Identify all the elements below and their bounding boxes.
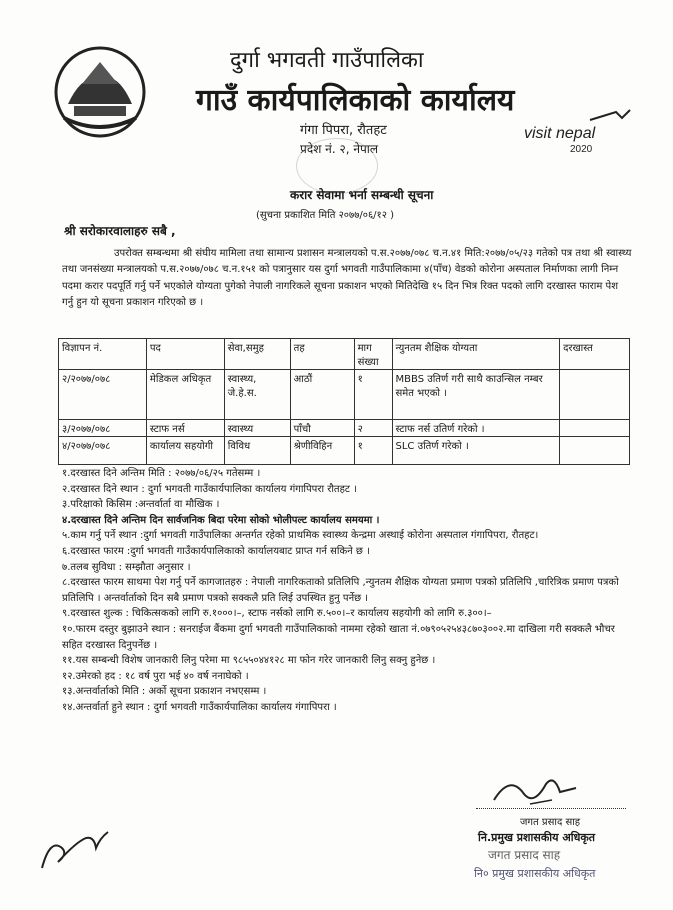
signatory-name-stamp: जगत प्रसाद साह [488,848,561,862]
table-cell: विविध [224,437,290,465]
table-cell: १ [354,437,392,465]
col-qualification: न्युनतम शैक्षिक योग्यता [392,339,560,370]
col-ad-no: विज्ञापन नं. [59,339,147,370]
list-item: १०.फारम दस्तुर बुझाउने स्थान : सनराईज बैंकमा दुर्गा भगवती गाउँपालिकाको नाममा रहेको खाता नं.०७९०५२५४३८७०३००२.मा दाखिला गरी सक्कलै भौचर सहित दरखास्त दिनुपर्नेछ । [62,623,615,651]
conditions-list [62,466,632,716]
visit-nepal-year: 2020 [570,144,593,155]
table-cell: पाँचौ [290,420,354,437]
col-level: तह [290,339,354,370]
table-row [59,370,630,420]
table-cell: ४/२०७७/०७८ [59,437,147,465]
table-cell [560,437,630,465]
table-cell: मेडिकल अधिकृत [146,370,224,420]
table-row [59,437,630,465]
list-item: ९.दरखास्त शुल्क : चिकित्सकको लागि रु.१०००।–, स्टाफ नर्सको लागि रु.५००।–र कार्यालय सहयोगी को लागि रु.३००।– [62,608,492,620]
vacancy-table [58,338,630,465]
table-row [59,420,630,437]
visit-nepal-text: visit nepal [524,125,596,142]
signatory-name: जगत प्रसाद साह [520,817,581,828]
intro-paragraph: उपरोक्त सम्बन्धमा श्री संघीय मामिला तथा सामान्य प्रशासन मन्त्रालयको प.स.२०७७/०७८ च.न.४१ मिति:२०७७/०५/२३ गतेको पत्र तथा श्री स्वास्थ्य तथा जनसंख्या मन्त्रालयको प.स.२०७७/०७८ च.न.१५१ को पत्रानुसार यस दुर्गा भगवती गाउँपालिकामा ४(पाँच) वेडको कोरोना अस्पताल निर्माणका लागी निम्न पदमा करार पदपूर्ति गर्नु पर्ने भएकोले योग्यता पुगेको नेपाली नागरिकले सूचना प्रकाशन भएको मितिदेखि १५ दिन भित्र रिक्त पदको लागि दरखास्त फाराम पेश गर्नु हुन यो सूचना प्रकाशन गरिएको छ । [62,248,632,309]
signature-line [476,808,626,809]
salutation: श्री सरोकारवालाहरु सबै , [64,224,176,238]
list-item: ६.दरखास्त फारम :दुर्गा भगवती गाउँकार्यपालिकाको कार्यालयबाट प्राप्त गर्न सकिने छ । [62,545,370,557]
table-cell: SLC उतिर्ण गरेको । [392,437,560,465]
table-cell: स्टाफ नर्स उतिर्ण गरेको । [392,420,560,437]
table-cell: स्टाफ नर्स [146,420,224,437]
table-cell: २ [354,420,392,437]
municipality-name: दुर्गा भगवती गाउँपालिका [230,48,424,73]
table-header-row [59,339,630,370]
list-item: ३.परिक्षाको किसिम :अन्तर्वार्ता वा मौखिक । [62,499,220,511]
list-item: ७.तलब सुविधा : सम्झौता अनुसार । [62,561,191,573]
list-item: ५.काम गर्नु पर्ने स्थान :दुर्गा भगवती गाउँपालिका अन्तर्गत रहेको प्राथमिक स्वास्थ्य केन्द्रमा अस्थाई कोरोना अस्पताल गंगापिपरा, रौतहट। [62,530,539,542]
office-name: गाउँ कार्यपालिकाको कार्यालय [196,83,515,118]
list-item: १३.अन्तर्वार्ताको मिति : अर्को सूचना प्रकाशन नभएसम्म । [62,686,267,698]
signature-mark [490,770,580,810]
table-cell: २/२०७७/०७८ [59,370,147,420]
table-cell: MBBS उतिर्ण गरी साथै काउन्सिल नम्बर समेत भएको । [392,370,560,420]
table-cell: १ [354,370,392,420]
list-item: ४.दरखास्त दिने अन्तिम दिन सार्वजनिक बिदा परेमा सोको भोलीपल्ट कार्यालय समयमा । [62,514,380,526]
list-item: ८.दरखास्त फारम साथमा पेश गर्नु पर्ने कागजातहरु : नेपाली नागरिकताको प्रतिलिपि ,न्युनतम शैक्षिक योग्यता प्रमाण पत्रको प्रतिलिपि ,चारित्रिक प्रमाण पत्रको प्रतिलिपि । अन्तर्वार्ताको दिन सबै प्रमाण पत्रको सक्कलै प्रति लिई उपस्थित हुनु पर्नेछ । [62,577,619,604]
list-item: १२.उमेरको हद : १८ वर्ष पुरा भई ४० वर्ष ननाघेको । [62,670,249,682]
col-application: दरखास्त [560,339,630,370]
table-cell: कार्यालय सहयोगी [146,437,224,465]
table-cell: श्रेणीविहिन [290,437,354,465]
notice-date: (सुचना प्रकाशित मिति २०७७/०६/१२ ) [256,210,395,221]
signatory-title: नि.प्रमुख प्रशासकीय अधिकृत [478,831,596,844]
address-line: गंगा पिपरा, रौतहट [300,123,387,138]
table-cell: आठौं [290,370,354,420]
col-service: सेवा,समुह [224,339,290,370]
table-cell [560,420,630,437]
notice-title: करार सेवामा भर्ना सम्बन्धी सूचना [290,188,434,202]
list-item: ११.यस सम्बन्धी विशेष जानकारी लिनु परेमा मा ९८५५०४४१२८ मा फोन गरेर जानकारी लिनु सक्नु हुनेछ । [62,655,436,667]
initial-mark [36,818,116,878]
signatory-stamp: नि० प्रमुख प्रशासकीय अधिकृत [474,867,596,880]
province-line: प्रदेश नं. २, नेपाल [300,142,379,156]
list-item: २.दरखास्त दिने स्थान : दुर्गा भगवती गाउँकार्यपालिका कार्यालय गंगापिपरा रौतहट । [62,483,357,495]
visit-nepal-logo [520,108,650,158]
col-post: पद [146,339,224,370]
list-item: १४.अन्तर्वार्ता हुने स्थान : दुर्गा भगवती गाउँकार्यपालिका कार्यालय गंगापिपरा । [62,701,337,713]
nepal-emblem-logo [52,44,148,140]
table-cell: स्वास्थ्य [224,420,290,437]
table-cell [560,370,630,420]
col-count: माग संख्या [354,339,392,370]
table-cell: स्वास्थ्य, जे.हे.स. [224,370,290,420]
list-item: १.दरखास्त दिने अन्तिम मिति : २०७७/०६/२५ गतेसम्म । [62,468,261,479]
table-cell: ३/२०७७/०७८ [59,420,147,437]
